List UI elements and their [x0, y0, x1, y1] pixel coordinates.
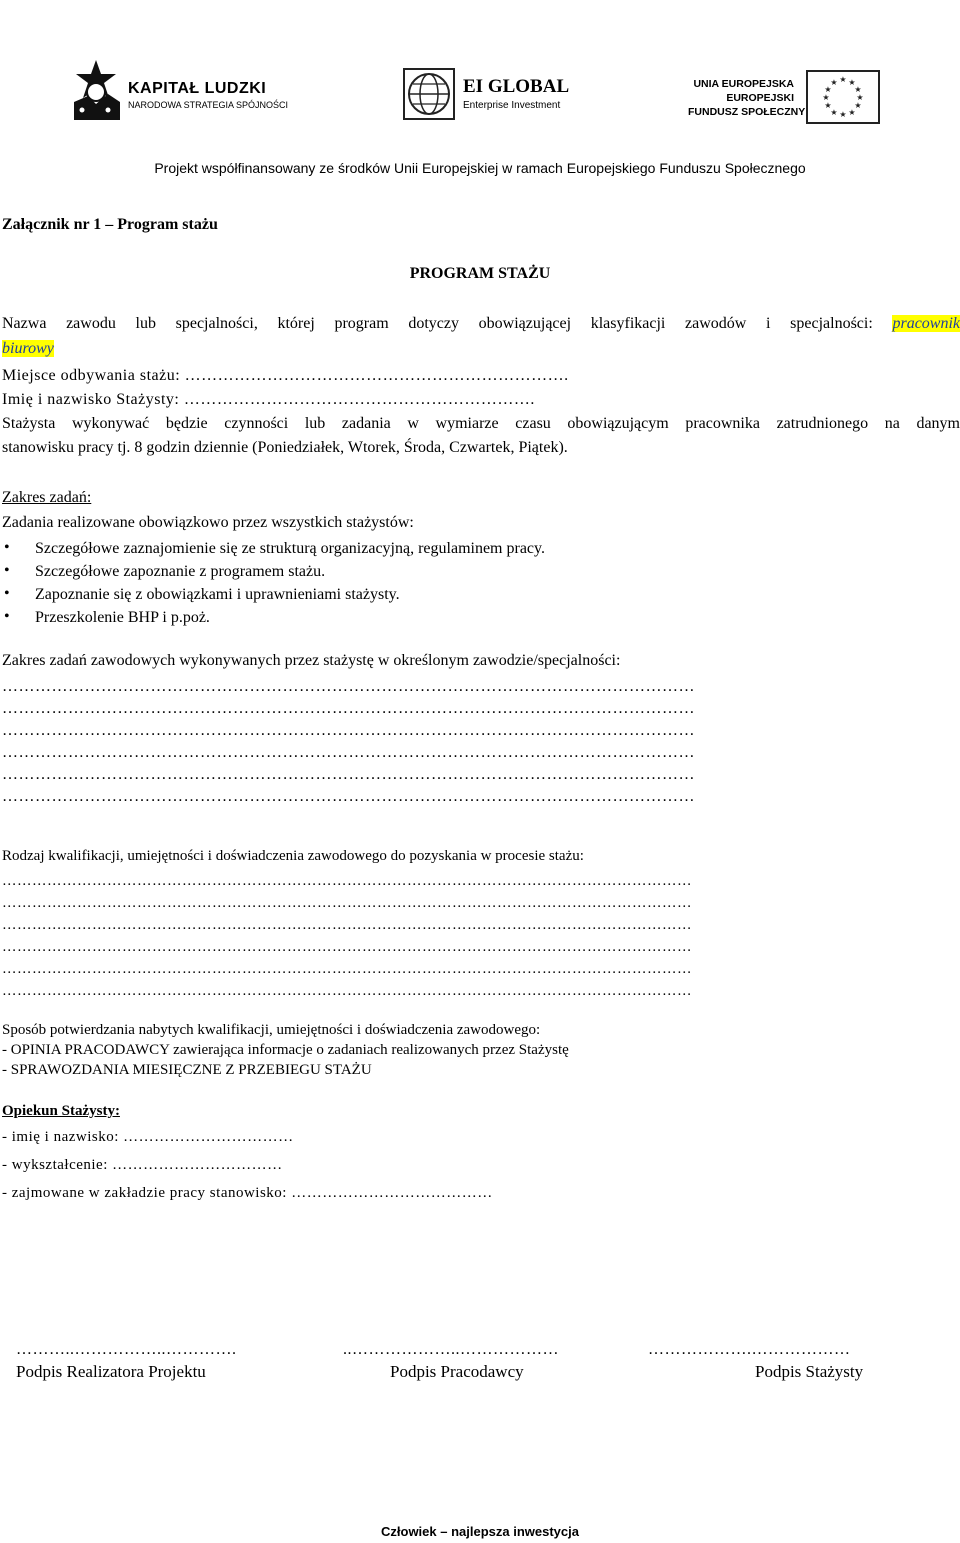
professional-tasks-dots-6: ………………………………………………………………………………………………………………	[2, 788, 695, 805]
svg-text:★: ★	[824, 101, 832, 110]
signature-dots-employer: ..………………..………………	[343, 1341, 559, 1358]
tasks-heading: Zakres zadań:	[2, 489, 92, 506]
signature-dots-trainee: ……………….………………	[648, 1341, 851, 1358]
ei-global-logo	[403, 68, 573, 124]
signature-label-employer: Podpis Pracodawcy	[390, 1362, 524, 1381]
signature-dots-project: ………..……………..………….	[16, 1341, 237, 1358]
qualifications-dots-1: …………………………………………………………………………………………………………………………	[2, 873, 692, 889]
eu-line-3: FUNDUSZ SPOŁECZNY	[688, 106, 806, 118]
working-hours-line-1: Stażysta wykonywać będzie czynności lub zadania w wymiarze czasu obowiązującym pracownika zatrudnionego na danym	[2, 415, 960, 432]
professional-tasks-dots-5: ………………………………………………………………………………………………………………	[2, 766, 695, 783]
svg-text:★: ★	[830, 78, 838, 87]
svg-text:★: ★	[854, 101, 862, 110]
eu-logo	[688, 70, 888, 126]
bullet-icon: •	[4, 608, 10, 625]
professional-tasks-dots-2: ………………………………………………………………………………………………………………	[2, 700, 695, 717]
footer-slogan: Człowiek – najlepsza inwestycja	[381, 1524, 579, 1539]
task-text: Szczegółowe zaznajomienie się ze strukturą organizacyjną, regulaminem pracy.	[35, 540, 545, 557]
bullet-icon: •	[4, 585, 10, 602]
list-item	[0, 608, 900, 631]
cofinance-note: Projekt współfinansowany ze środków Unii Europejskiej w ramach Europejskiego Funduszu Społecznego	[154, 160, 806, 176]
qualifications-dots-3: …………………………………………………………………………………………………………………………	[2, 917, 692, 933]
supervisor-position: - zajmowane w zakładzie pracy stanowisko: …………………………………	[2, 1185, 493, 1201]
eu-flag-icon	[806, 70, 880, 124]
profession-label: Nazwa zawodu lub specjalności, której program dotyczy obowiązującej klasyfikacji zawodów i specjalności:	[2, 315, 873, 332]
svg-text:★: ★	[848, 78, 856, 87]
svg-text:★: ★	[830, 108, 838, 117]
qualifications-dots-4: …………………………………………………………………………………………………………………………	[2, 939, 692, 955]
confirmation-item-2: - SPRAWOZDANIA MIESIĘCZNE Z PRZEBIEGU STAŻU	[2, 1062, 372, 1078]
globe-icon	[403, 68, 455, 120]
list-item	[0, 539, 900, 562]
ei-subtitle: Enterprise Investment	[463, 100, 561, 111]
working-hours-line-2: stanowisku pracy tj. 8 godzin dziennie (Poniedziałek, Wtorek, Środa, Czwartek, Piątek).	[2, 439, 568, 456]
confirmation-label: Sposób potwierdzania nabytych kwalifikacji, umiejętności i doświadczenia zawodowego:	[2, 1022, 541, 1038]
qualifications-label: Rodzaj kwalifikacji, umiejętności i doświadczenia zawodowego do pozyskania w procesie stażu:	[2, 848, 584, 864]
bullet-icon: •	[4, 562, 10, 579]
kapital-ludzki-emblem-icon	[68, 58, 124, 124]
signature-label-project: Podpis Realizatora Projektu	[16, 1362, 206, 1381]
kl-subtitle: NARODOWA STRATEGIA SPÓJNOŚCI	[128, 100, 289, 110]
list-item	[0, 562, 900, 585]
mandatory-tasks-list	[0, 539, 900, 631]
bullet-icon: •	[4, 539, 10, 556]
task-text: Przeszkolenie BHP i p.poż.	[35, 609, 210, 626]
profession-value-1: pracownik	[892, 315, 960, 332]
professional-tasks-dots-1: ………………………………………………………………………………………………………………	[2, 678, 695, 695]
supervisor-heading: Opiekun Stażysty:	[2, 1103, 120, 1119]
qualifications-dots-6: …………………………………………………………………………………………………………………………	[2, 983, 692, 999]
internship-place: Miejsce odbywania stażu: …………………………………………………………….	[2, 367, 569, 384]
eu-line-2: EUROPEJSKI	[726, 92, 794, 104]
eu-line-1: UNIA EUROPEJSKA	[693, 78, 794, 90]
page-title: PROGRAM STAŻU	[409, 265, 551, 282]
svg-text:★: ★	[848, 108, 856, 117]
profession-value-2: biurowy	[2, 340, 54, 357]
tasks-intro: Zadania realizowane obowiązkowo przez wszystkich stażystów:	[2, 514, 414, 531]
professional-tasks-label: Zakres zadań zawodowych wykonywanych przez stażystę w określonym zawodzie/specjalności:	[2, 652, 621, 669]
supervisor-education: - wykształcenie: ……………………………	[2, 1157, 283, 1173]
trainee-name: Imię i nazwisko Stażysty: ……………………………………………………….	[2, 391, 535, 408]
qualifications-dots-2: …………………………………………………………………………………………………………………………	[2, 895, 692, 911]
profession-line-2	[2, 339, 54, 359]
supervisor-name: - imię i nazwisko: ……………………………	[2, 1129, 294, 1145]
svg-text:★: ★	[839, 110, 847, 119]
svg-text:★: ★	[824, 85, 832, 94]
profession-line	[2, 314, 960, 334]
task-text: Szczegółowe zapoznanie z programem stażu.	[35, 563, 326, 580]
kl-title: KAPITAŁ LUDZKI	[128, 80, 267, 97]
confirmation-item-1: - OPINIA PRACODAWCY zawierająca informacje o zadaniach realizowanych przez Stażystę	[2, 1042, 569, 1058]
svg-text:★: ★	[839, 75, 847, 84]
qualifications-dots-5: …………………………………………………………………………………………………………………………	[2, 961, 692, 977]
svg-text:★: ★	[856, 93, 864, 102]
signature-label-trainee: Podpis Stażysty	[755, 1362, 864, 1381]
list-item	[0, 585, 900, 608]
attachment-label: Załącznik nr 1 – Program stażu	[2, 216, 218, 233]
svg-text:★: ★	[854, 85, 862, 94]
professional-tasks-dots-4: ………………………………………………………………………………………………………………	[2, 744, 695, 761]
task-text: Zapoznanie się z obowiązkami i uprawnieniami stażysty.	[35, 586, 400, 603]
ei-title: EI GLOBAL	[463, 76, 570, 97]
kapital-ludzki-logo	[68, 58, 289, 128]
svg-text:★: ★	[822, 93, 830, 102]
professional-tasks-dots-3: ………………………………………………………………………………………………………………	[2, 722, 695, 739]
